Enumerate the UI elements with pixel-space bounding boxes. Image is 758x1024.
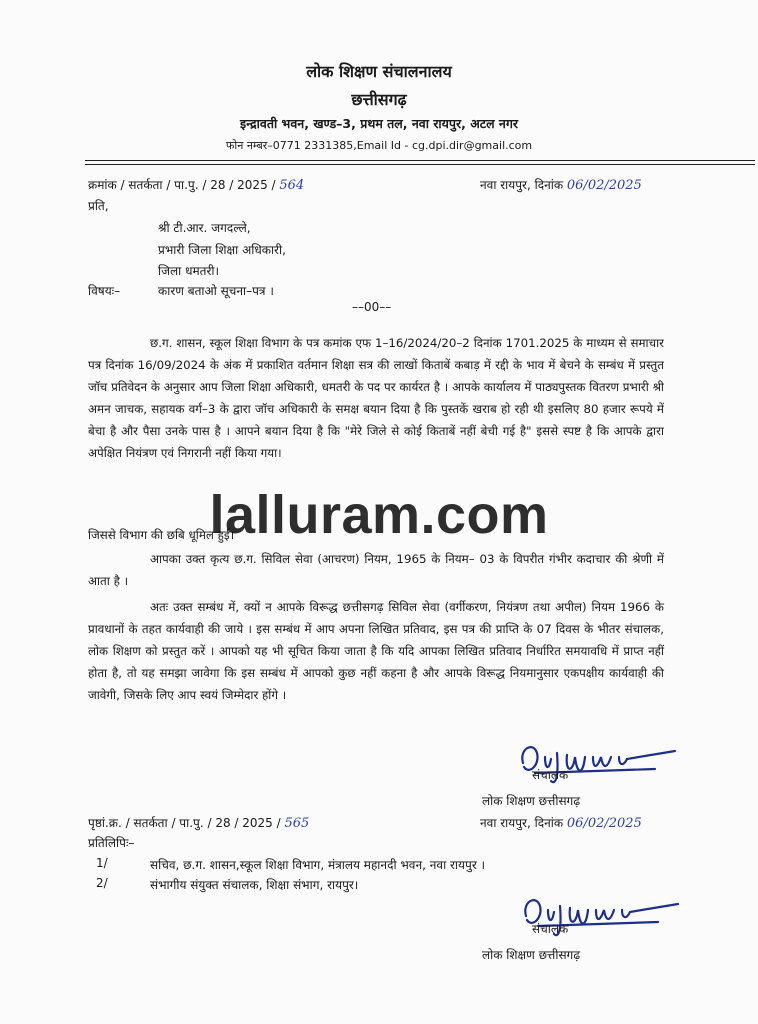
body-paragraph-1-end: जिससे विभाग की छबि धूमिल हुई। (88, 528, 235, 542)
letter-number-handwritten: 564 (279, 178, 305, 193)
copy-item-2-text: संभागीय संयुक्त संचालक, शिक्षा संभाग, रायपुर। (150, 878, 359, 892)
signatory-2-title: संचालक (532, 922, 569, 936)
recipient-district: जिला धमतरी। (158, 264, 220, 278)
watermark: lalluram.com (209, 485, 549, 545)
endorsement-number-text: पृष्ठां.क्र. / सतर्कता / पा.पु. / 28 / 2025 / (88, 816, 281, 830)
header-rule-1 (85, 160, 755, 161)
letter-number (88, 176, 304, 193)
copy-item-2-number: 2/ (96, 876, 108, 890)
subject-text: कारण बताओ सूचना–पत्र । (158, 284, 274, 298)
header-rule-2 (85, 164, 755, 165)
letter-date-handwritten: 06/02/2025 (566, 178, 642, 193)
copy-item-1-number: 1/ (96, 856, 108, 870)
copy-to-label: प्रतिलिपिः– (88, 836, 135, 850)
letter-date-label: नवा रायपुर, दिनांक (480, 178, 564, 192)
endorsement-date-label: नवा रायपुर, दिनांक (480, 816, 564, 830)
signatory-1-title: संचालक (532, 768, 569, 782)
state-name: छत्तीसगढ़ (351, 90, 407, 109)
signatory-2-office: लोक शिक्षण छत्तीसगढ़ (482, 948, 581, 962)
endorsement-date-handwritten: 06/02/2025 (566, 816, 642, 831)
letter-date (480, 176, 642, 193)
prati-label: प्रति, (88, 199, 109, 213)
subject-label: विषयः– (88, 284, 121, 298)
body-paragraph-2: आपका उक्त कृत्य छ.ग. सिविल सेवा (आचरण) नियम, 1965 के नियम– 03 के विपरीत गंभीर कदाचार की श्रेणी में आता है । (88, 552, 664, 588)
letter-number-text: क्रमांक / सतर्कता / पा.पु. / 28 / 2025 / (88, 178, 276, 192)
signatory-1-office: लोक शिक्षण छत्तीसगढ़ (482, 794, 581, 808)
office-contact: फोन नम्बर–0771 2331385,Email Id - cg.dpi.dir@gmail.com (225, 139, 533, 152)
body-paragraph-1: छ.ग. शासन, स्कूल शिक्षा विभाग के पत्र कमांक एफ 1–16/2024/20–2 दिनांक 1701.2025 के माध्यम से समाचार पत्र दिनांक 16/09/2024 के अंक में प्रकाशित वर्तमान शिक्षा सत्र की लाखों किताबें कबाड़ में रद्दी के भाव में बेचने के सम्बंध में प्रस्तुत जॉच प्रतिवेदन के अनुसार आप जिला शिक्षा अधिकारी, धमतरी के पद पर कार्यरत है । आपके कार्यालय में पाठ्यपुस्तक वितरण प्रभारी श्री अमन जाचक, सहायक वर्ग–3 के द्वारा जॉच अधिकारी के समक्ष बयान दिया है कि पुस्तकें खराब हो रही थी इसलिए 80 हजार रूपये में बेचा है और पैसा उनके पास है । आपने बयान दिया है कि "मेरे जिले से कोई किताबें नहीं बेची गई है" इससे स्पष्ट है कि आपके द्वारा अपेक्षित नियंत्रण एवं निगरानी नहीं किया गया। (88, 336, 664, 460)
body-paragraph-3: अतः उक्त सम्बंध में, क्यों न आपके विरूद्ध छत्तीसगढ़ सिविल सेवा (वर्गीकरण, नियंत्रण तथा अपील) नियम 1966 के प्रावधानों के तहत कार्यवाही की जाये । इस सम्बंध में आप अपना लिखित प्रतिवाद, इस पत्र की प्राप्ति के 07 दिवस के भीतर संचालक, लोक शिक्षण को प्रस्तुत करें । आपको यह भी सूचित किया जाता है कि यदि आपका लिखित प्रतिवाद निर्धारित समयावधि में प्राप्त नहीं होता है, तो यह समझा जावेगा कि इस सम्बंध में आपको कुछ नहीं कहना है और आपके विरूद्ध नियमानुसार एकपक्षीय कार्यवाही की जावेगी, जिसके लिए आप स्वयं जिम्मेदार होंगे । (88, 600, 664, 702)
copy-item-1-text: सचिव, छ.ग. शासन,स्कूल शिक्षा विभाग, मंत्रालय महानदी भवन, नवा रायपुर । (150, 858, 486, 872)
endorsement-number (88, 814, 309, 831)
separator: ––00–– (352, 300, 392, 314)
recipient-name: श्री टी.आर. जगदल्ले, (158, 221, 251, 235)
endorsement-date (480, 814, 642, 831)
office-name: लोक शिक्षण संचालनालय (306, 62, 452, 81)
office-address: इन्द्रावती भवन, खण्ड–3, प्रथम तल, नवा रायपुर, अटल नगर (240, 116, 518, 131)
recipient-designation: प्रभारी जिला शिक्षा अधिकारी, (158, 243, 286, 257)
endorsement-number-handwritten: 565 (284, 816, 310, 831)
